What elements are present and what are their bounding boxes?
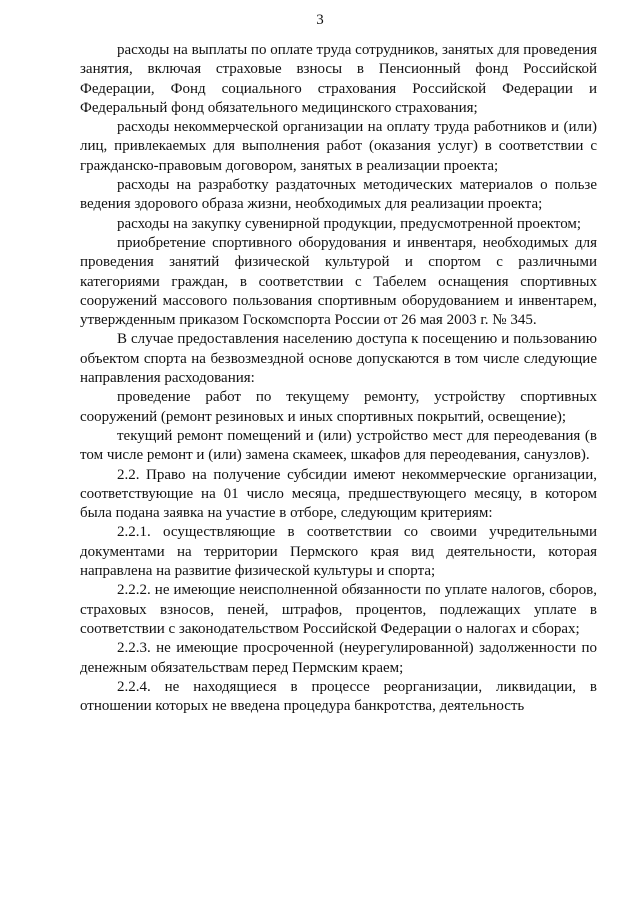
- paragraph-labor-contract-expenses: расходы некоммерческой организации на оплату труда работников и (или) лиц, привлекаемых для выполнения работ (оказания услуг) в соответствии с гражданско-правовым договором, занятых в реализации проекта;: [80, 119, 597, 174]
- paragraph-sports-equipment: приобретение спортивного оборудования и инвентаря, необходимых для проведения занятий физической культурой и спортом с различными категориями граждан, в соответствии с Табелем оснащения спортивных сооружений массового пользования спортивным оборудованием и инвентарем, утвержденным приказом Госкомспорта России от 26 мая 2003 г. № 345.: [80, 234, 597, 329]
- paragraph-free-access: В случае предоставления населению доступа к посещению и пользованию объектом спорта на безвозмездной основе допускаются в том числе следующие направления расходования:: [80, 331, 597, 387]
- paragraph-souvenir-products: расходы на закупку сувенирной продукции, предусмотренной проектом;: [117, 215, 582, 232]
- paragraph-2-2: 2.2. Право на получение субсидии имеют некоммерческие организации, соответствующие на 01 число месяца, предшествующего месяцу, в котором была подана заявка на участие в отборе, следующим критериям:: [80, 466, 597, 522]
- paragraph-2-2-2: 2.2.2. не имеющие неисполненной обязанности по уплате налогов, сборов, страховых взносов, пеней, штрафов, процентов, подлежащих уплате в соответствии с законодательством Российской Федерации о налогах и сборах;: [80, 582, 597, 637]
- paragraph-2-2-4: 2.2.4. не находящиеся в процессе реорганизации, ликвидации, в отношении которых не введена процедура банкротства, деятельность: [80, 678, 597, 715]
- paragraph-repair-works: проведение работ по текущему ремонту, устройству спортивных сооружений (ремонт резиновых и иных спортивных покрытий, освещение);: [80, 389, 597, 425]
- paragraph-changing-rooms: текущий ремонт помещений и (или) устройство мест для переодевания (в том числе ремонт и (или) замена скамеек, шкафов для переодевания, санузлов).: [80, 427, 597, 464]
- page-number: 3: [316, 12, 324, 28]
- paragraph-methodical-materials: расходы на разработку раздаточных методических материалов о пользе ведения здорового образа жизни, необходимых для реализации проекта;: [80, 177, 597, 213]
- paragraph-2-2-1: 2.2.1. осуществляющие в соответствии со своими учредительными документами на территории Пермского края вид деятельности, которая направлена на развитие физической культуры и спорта;: [80, 524, 597, 580]
- paragraph-2-2-3: 2.2.3. не имеющие просроченной (неурегулированной) задолженности по денежным обязательствам перед Пермским краем;: [80, 640, 597, 676]
- paragraph-salary-expenses: расходы на выплаты по оплате труда сотрудников, занятых для проведения занятия, включая страховые взносы в Пенсионный фонд Российской Федерации, Фонд социального страхования Российской Федерации и Федеральный фонд обязательного медицинского страхования;: [80, 42, 597, 116]
- document-body: [80, 41, 597, 716]
